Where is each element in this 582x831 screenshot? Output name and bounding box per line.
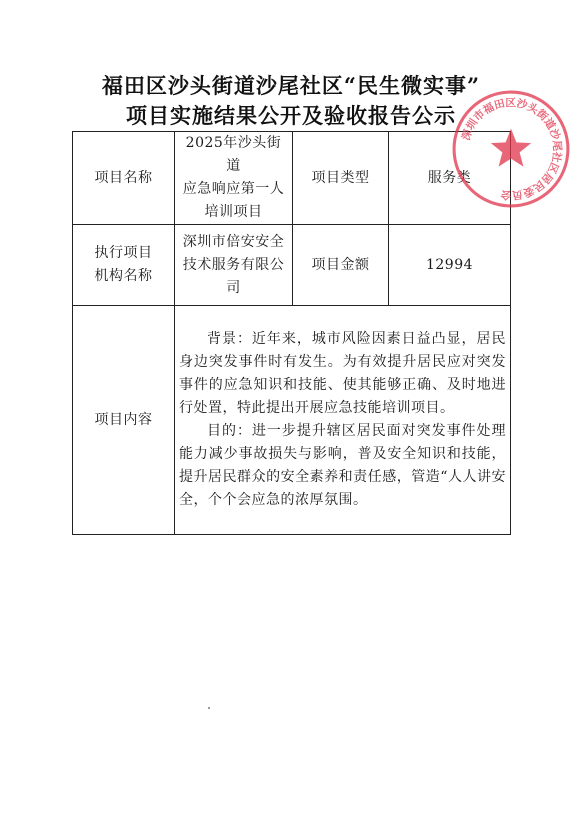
table-row: [73, 306, 511, 535]
project-content-value: [175, 306, 511, 535]
document-title-line2: 项目实施结果公开及验收报告公示: [126, 103, 456, 128]
project-type-value: 服务类: [389, 132, 511, 225]
table-row: [73, 132, 511, 225]
project-amount-label: 项目金额: [293, 225, 389, 306]
project-type-label: 项目类型: [293, 132, 389, 225]
project-name-line: 培训项目: [204, 204, 263, 220]
executing-org-line: 技术服务有限公: [182, 256, 285, 273]
project-name-line: 2025年沙头街道: [185, 135, 282, 174]
project-name-label: 项目名称: [73, 132, 175, 225]
project-content-label: 项目内容: [73, 306, 175, 535]
purpose-paragraph: 目的：进一步提升辖区居民面对突发事件处理能力减少事故损失与影响，普及安全知识和技能，提升居民群众的安全素养和责任感，管造“人人讲安全，个个会应急的浓厚氛围。: [179, 423, 506, 508]
executing-org-label-line: 执行项目: [94, 245, 153, 261]
document-title-line1: 福田区沙头街道沙尾社区“民生微实事”: [101, 73, 481, 98]
project-amount-value: 12994: [389, 225, 511, 306]
project-info-table: [72, 131, 511, 535]
executing-org-line: 司: [226, 279, 241, 296]
svg-text:深圳市福田区沙头街道沙尾社区居民委员会: 深圳市福田区沙头街道沙尾社区居民委员会: [459, 96, 564, 202]
background-paragraph: 背景：近年来，城市风险因素日益凸显，居民身边突发事件时有发生。为有效提升居民应对突发事件的应急知识和技能、使其能够正确、及时地进行处置，特此提出开展应急技能培训项目。: [179, 331, 506, 416]
table-row: [73, 225, 511, 306]
executing-org-label-line: 机构名称: [94, 268, 153, 284]
executing-org-line: 深圳市倍安安全: [182, 233, 285, 250]
executing-org-label: [73, 225, 175, 306]
executing-org-value: [175, 225, 293, 306]
official-seal-stamp: [450, 88, 572, 210]
star-icon: [491, 129, 531, 167]
project-name-line: 应急响应第一人: [182, 181, 285, 197]
project-name-value: [175, 132, 293, 225]
scan-speck: [208, 707, 210, 709]
